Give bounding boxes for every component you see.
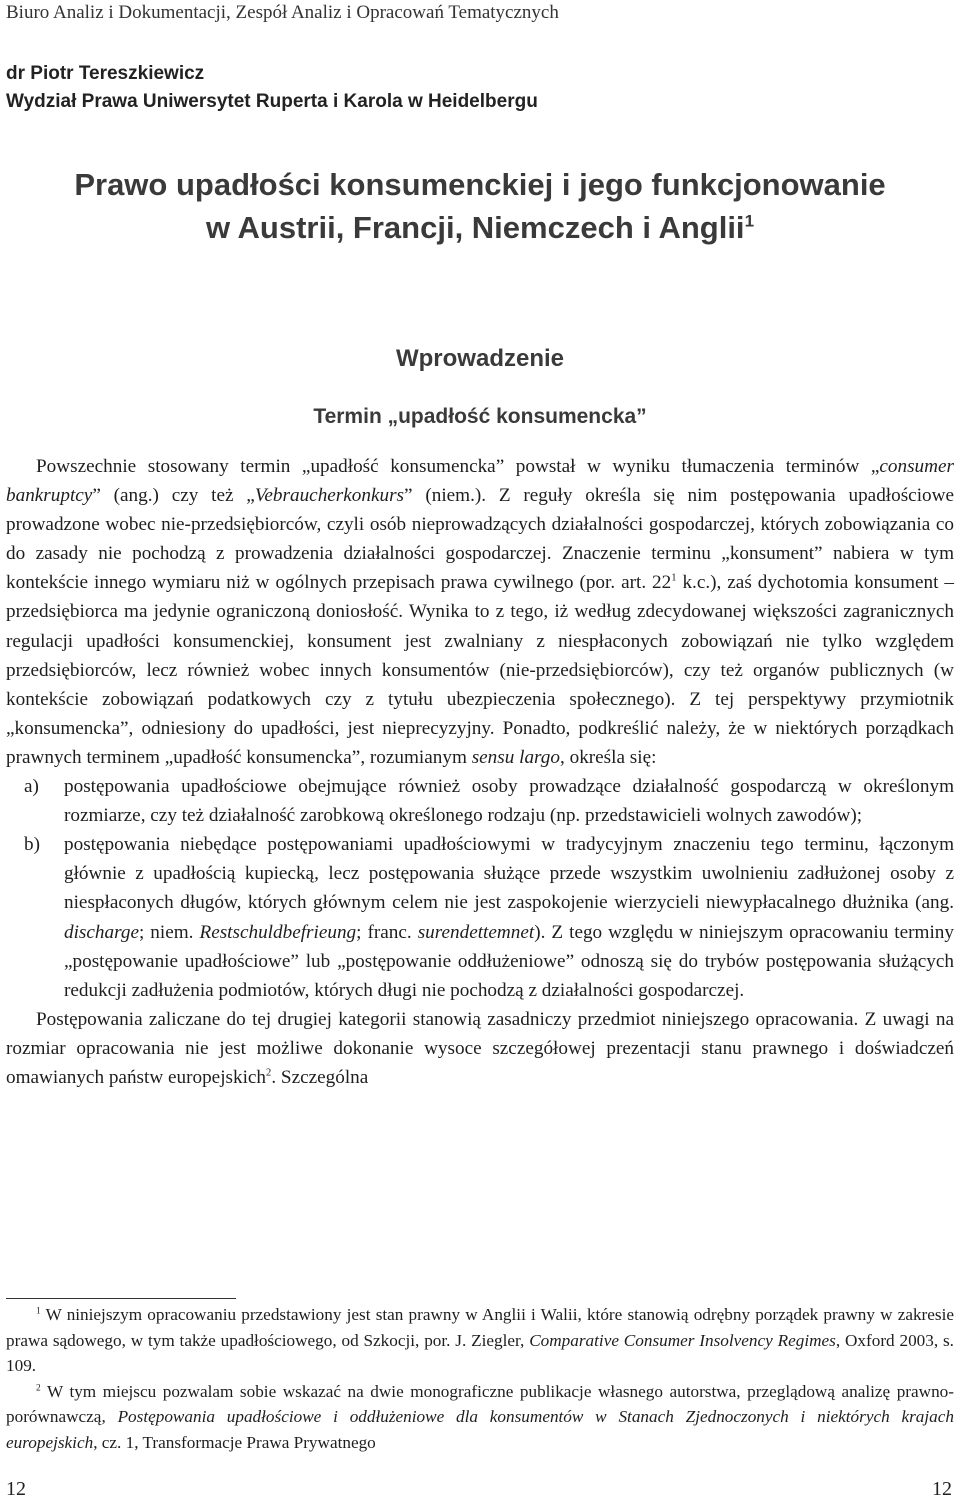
p1-term-english: consumer bankruptcy — [6, 456, 954, 507]
author-block — [6, 60, 538, 116]
title-line-2-text: w Austrii, Francji, Niemczech i Anglii — [205, 210, 745, 245]
list-item-b-term-german: Restschuldbefrieung — [199, 921, 357, 943]
p1-text-2: ” (ang.) czy też „ — [92, 485, 255, 507]
author-name: dr Piotr Tereszkiewicz — [6, 63, 205, 84]
page-number-left: 12 — [6, 1478, 26, 1500]
list-item-a — [6, 772, 954, 830]
list-item-b-text-1: postępowania niebędące postępowaniami upadłościowymi w tradycyjnym znaczeniu tego terminu, łączonym głównie z upadłością kupiecką, lecz postępowania służące przede wszystkim uwolnieniu zadłużonej osoby z niespłaconych długów, których głównym celem nie jest zaspokojenie wierzycieli niewypłacalnego dłużnika (ang. — [64, 834, 954, 914]
list-item-b-text-3: ; franc. — [356, 921, 418, 943]
paragraph-2 — [6, 1005, 954, 1092]
title-line-2 — [0, 206, 960, 249]
footnotes — [6, 1302, 954, 1455]
list-item-b-text-2: ; niem. — [138, 921, 200, 943]
list-item-b — [6, 830, 954, 1005]
list-marker-a: a) — [24, 776, 39, 798]
p1-term-latin: sensu largo — [471, 746, 560, 768]
footnote-2-text-1: W tym miejscu pozwalam sobie wskazać na dwie monograficzne publikacje własnego autorstwa, przeglądową analizę prawno-porównawczą, — [6, 1381, 954, 1426]
footnote-2-text-2: , cz. 1, Transformacje Prawa Prywatnego — [93, 1432, 376, 1452]
p2-footnote-ref[interactable]: 2 — [266, 1067, 272, 1079]
footnote-2 — [6, 1379, 954, 1456]
footnote-2-number: 2 — [36, 1382, 41, 1393]
p2-text-2: . Szczególna — [271, 1066, 369, 1088]
list-marker-b: b) — [24, 834, 40, 856]
p1-article-superscript: 1 — [671, 572, 677, 584]
footnote-2-book-title: Postępowania upadłościowe i oddłużeniowe dla konsumentów w Stanach Zjednoczonych i niektórych krajach europejskich — [6, 1407, 954, 1452]
title-line-1: Prawo upadłości konsumenckiej i jego funkcjonowanie — [74, 167, 886, 202]
author-affiliation: Wydział Prawa Uniwersytet Ruperta i Karola w Heidelbergu — [6, 91, 538, 112]
page-number-right: 12 — [932, 1478, 952, 1500]
document-title — [0, 163, 960, 249]
p1-text-4: k.c.), zaś dychotomia konsument – przedsiębiorca ma jedynie ograniczoną doniosłość. Wynika to z tego, iż według zdecydowanej większości zagranicznych regulacji upadłości konsumenckiej, konsument jest zwalniany z niespłaconych zobowiązań nie tylko względem przedsiębiorców, lecz również wobec innych konsumentów (nie-przedsiębiorców), czy też organów publicznych (w kontekście zobowiązań podatkowych czy z tytułu ubezpieczenia społecznego). Z tej perspektywy przymiotnik „konsumencka”, odniesiony do upadłości, jest nieprecyzyjny. Ponadto, podkreślić należy, że w niektórych porządkach prawnych terminem „upadłość konsumencka”, rozumianym — [6, 572, 954, 768]
body-text — [6, 452, 954, 1092]
running-header: Biuro Analiz i Dokumentacji, Zespół Analiz i Opracowań Tematycznych — [6, 2, 559, 23]
footnote-1-number: 1 — [36, 1306, 41, 1317]
footnote-1-book-title: Comparative Consumer Insolvency Regimes — [529, 1330, 836, 1350]
footnote-1-text-1: W niniejszym opracowaniu przedstawiony jest stan prawny w Anglii i Walii, które stanowią odrębny porządek prawny w zakresie prawa sądowego, w tym także upadłościowego, od Szkocji, por. J. Ziegler, — [6, 1305, 954, 1350]
footnote-1 — [6, 1302, 954, 1379]
p1-text-5: , określa się: — [560, 746, 657, 768]
definition-list — [6, 772, 954, 1005]
footnote-separator — [6, 1298, 236, 1299]
list-item-b-text-4: ). Z tego względu w niniejszym opracowaniu terminy „postępowanie upadłościowe” lub „postępowanie oddłużeniowe” odnoszą się do trybów postępowania służących redukcji zadłużenia podmiotów, których długi nie pochodzą z działalności gospodarczej. — [64, 921, 954, 1001]
paragraph-1 — [6, 452, 954, 772]
section-heading: Wprowadzenie — [395, 345, 564, 372]
title-footnote-ref[interactable]: 1 — [744, 211, 755, 231]
p1-term-german: Vebraucherkonkurs — [254, 485, 405, 507]
list-item-a-text: postępowania upadłościowe obejmujące również osoby prowadzące działalność gospodarczą w określonym rozmiarze, czy też działalność zarobkową określonego rodzaju (np. przedstawicieli wolnych zawodów); — [64, 776, 954, 827]
footnote-1-text-2: , Oxford 2003, s. 109. — [6, 1330, 954, 1375]
list-item-b-term-french: surendettemnet — [417, 921, 535, 943]
p1-text-1: Powszechnie stosowany termin „upadłość konsumencka” powstał w wyniku tłumaczenia terminów „ — [36, 456, 880, 477]
p1-text-3: ” (niem.). Z reguły określa się nim postępowania upadłościowe prowadzone wobec nie-przedsiębiorców, czyli osób nieprowadzących działalności gospodarczej, których zobowiązania co do zasady nie pochodzą z prowadzenia działalności gospodarczej. Znaczenie terminu „konsument” nabiera w tym kontekście innego wymiaru niż w ogólnych przepisach prawa cywilnego (por. art. 22 — [6, 485, 954, 594]
subsection-heading: Termin „upadłość konsumencka” — [313, 405, 647, 428]
list-item-b-term-discharge: discharge — [64, 921, 139, 943]
p2-text-1: Postępowania zaliczane do tej drugiej kategorii stanowią zasadniczy przedmiot niniejszego opracowania. Z uwagi na rozmiar opracowania nie jest możliwe dokonanie wysoce szczegółowej prezentacji stanu prawnego i doświadczeń omawianych państw europejskich — [6, 1008, 954, 1088]
